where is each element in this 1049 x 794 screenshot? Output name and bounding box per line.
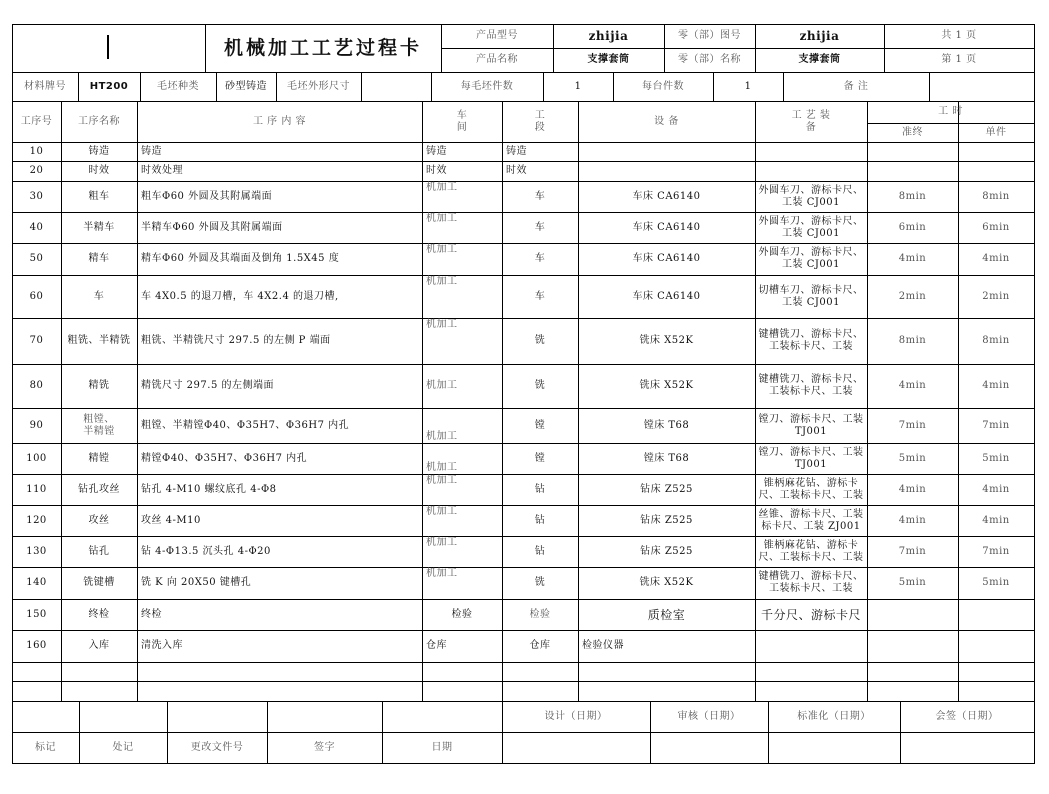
remark-label: 备 注 bbox=[843, 80, 869, 92]
row-op-name: 入库 bbox=[88, 640, 110, 651]
row-unit-time: 5min bbox=[982, 577, 1010, 588]
row-op-name: 钻孔攻丝 bbox=[78, 483, 120, 495]
row-op-no: 160 bbox=[26, 640, 47, 651]
part-name-label: 零（部）名称 bbox=[678, 54, 741, 65]
sign-date-label: 会签（日期） bbox=[935, 710, 999, 722]
row-op-content: 车 4X0.5 的退刀槽，车 4X2.4 的退刀槽, bbox=[141, 290, 339, 302]
row-op-name: 精铣 bbox=[88, 380, 110, 391]
row-unit-time: 5min bbox=[982, 452, 1010, 464]
row-op-content: 钻 4-Φ13.5 沉头孔 4-Φ20 bbox=[141, 545, 271, 557]
row-op-no: 20 bbox=[29, 165, 44, 176]
row-op-content: 粗车Φ60 外圆及其附属端面 bbox=[141, 190, 273, 202]
row-tooling: 锥柄麻花钻、游标卡 尺、工装标卡尺、工装 bbox=[758, 477, 864, 501]
row-op-name: 粗镗、 半精镗 bbox=[83, 413, 115, 437]
row-section: 铣 bbox=[534, 335, 546, 346]
row-tooling: 切槽车刀、游标卡尺、 工装 CJ001 bbox=[758, 284, 864, 308]
row-unit-time bbox=[958, 142, 1034, 161]
row-equipment: 车床 CA6140 bbox=[632, 253, 701, 264]
row-tooling bbox=[755, 630, 867, 662]
row-op-name: 精镗 bbox=[88, 452, 110, 464]
row-prep-time: 4min bbox=[898, 514, 927, 526]
row-op-content: 攻丝 4-M10 bbox=[141, 514, 201, 526]
row-unit-time: 4min bbox=[982, 253, 1010, 264]
row-op-name: 铸造 bbox=[88, 145, 110, 157]
rule-v bbox=[1034, 24, 1035, 73]
row-op-no: 130 bbox=[26, 545, 47, 557]
row-equipment: 镗床 T68 bbox=[643, 419, 690, 431]
row-op-content: 精车Φ60 外圆及其端面及倒角 1.5X45 度 bbox=[141, 253, 340, 264]
row-prep-time: 5min bbox=[898, 577, 927, 588]
row-op-content: 精铣尺寸 297.5 的左侧端面 bbox=[141, 380, 274, 391]
row-op-name: 粗铣、半精铣 bbox=[67, 335, 131, 346]
row-prep-time: 2min bbox=[898, 290, 927, 302]
row-workshop: 机加工 bbox=[426, 475, 458, 486]
row-workshop: 机加工 bbox=[426, 319, 458, 330]
row-section: 镗 bbox=[534, 419, 546, 431]
col-op-no: 工序号 bbox=[20, 115, 53, 127]
product-model-value: zhijia bbox=[588, 29, 629, 43]
row-op-no: 60 bbox=[29, 290, 44, 302]
row-prep-time: 8min bbox=[898, 335, 927, 346]
row-op-no: 110 bbox=[26, 483, 47, 495]
row-workshop: 机加工 bbox=[426, 182, 458, 193]
date-label: 日期 bbox=[431, 741, 453, 753]
row-equipment: 车床 CA6140 bbox=[632, 290, 701, 302]
row-op-name: 时效 bbox=[88, 165, 110, 176]
row-section: 时效 bbox=[506, 165, 527, 176]
row-section: 检验 bbox=[529, 608, 551, 620]
blank-type-value: 砂型铸造 bbox=[225, 80, 267, 92]
row-unit-time: 4min bbox=[982, 380, 1010, 391]
row-prep-time bbox=[867, 161, 958, 181]
product-name-label: 产品名称 bbox=[476, 54, 518, 65]
row-unit-time: 8min bbox=[982, 190, 1010, 202]
total-pages: 共 1 页 bbox=[941, 30, 977, 41]
row-prep-time: 7min bbox=[898, 419, 927, 431]
row-prep-time: 4min bbox=[898, 483, 927, 495]
row-prep-time: 7min bbox=[898, 545, 927, 557]
change-doc-label: 更改文件号 bbox=[190, 741, 244, 753]
row-prep-time bbox=[867, 599, 958, 630]
row-workshop: 机加工 bbox=[426, 568, 458, 579]
row-op-no: 150 bbox=[26, 608, 47, 620]
row-section: 铸造 bbox=[506, 145, 527, 157]
blank-size-value bbox=[361, 72, 431, 101]
row-op-content: 粗镗、半精镗Φ40、Φ35H7、Φ36H7 内孔 bbox=[141, 419, 350, 431]
col-equipment: 设 备 bbox=[654, 115, 679, 127]
material-value: HT200 bbox=[89, 80, 129, 92]
signature-label: 签字 bbox=[314, 741, 335, 753]
row-tooling: 丝锥、游标卡尺、工装 标卡尺、工装 ZJ001 bbox=[758, 508, 864, 532]
product-name-value: 支撑套筒 bbox=[587, 54, 630, 65]
row-op-content: 粗铣、半精铣尺寸 297.5 的左侧 P 端面 bbox=[141, 335, 331, 346]
row-op-name: 半精车 bbox=[83, 221, 115, 233]
row-op-name: 车 bbox=[93, 290, 105, 302]
row-op-name: 终检 bbox=[88, 608, 110, 620]
row-op-no: 80 bbox=[29, 380, 44, 391]
row-op-no: 100 bbox=[26, 452, 47, 464]
row-workshop: 时效 bbox=[426, 165, 447, 176]
standard-date-label: 标准化（日期） bbox=[797, 710, 871, 722]
row-section: 仓库 bbox=[529, 640, 551, 651]
col-prep: 准终 bbox=[902, 126, 923, 138]
per-unit-label: 每台件数 bbox=[642, 80, 684, 92]
row-prep-time: 8min bbox=[898, 190, 927, 202]
row-equipment: 钻床 Z525 bbox=[640, 483, 693, 495]
row-workshop: 机加工 bbox=[426, 462, 458, 473]
row-section: 车 bbox=[534, 290, 546, 302]
place-label: 处记 bbox=[112, 741, 134, 753]
row-op-content: 精镗Φ40、Φ35H7、Φ36H7 内孔 bbox=[141, 452, 308, 464]
row-workshop: 铸造 bbox=[426, 145, 447, 157]
text-cursor bbox=[107, 35, 109, 59]
row-workshop: 检验 bbox=[451, 608, 473, 620]
row-section: 钻 bbox=[534, 545, 546, 557]
row-prep-time: 4min bbox=[898, 253, 927, 264]
row-prep-time: 6min bbox=[898, 221, 927, 233]
row-equipment: 铣床 X52K bbox=[639, 335, 694, 346]
row-equipment: 铣床 X52K bbox=[639, 577, 694, 588]
row-op-no: 140 bbox=[26, 577, 47, 588]
review-date-label: 审核（日期） bbox=[677, 710, 741, 722]
per-blank-value: 1 bbox=[574, 80, 582, 92]
row-op-no: 50 bbox=[29, 253, 44, 264]
row-op-content: 铣 K 向 20X50 键槽孔 bbox=[141, 577, 252, 588]
row-op-content: 终检 bbox=[141, 608, 162, 620]
row-workshop: 机加工 bbox=[426, 431, 458, 442]
row-workshop: 机加工 bbox=[426, 276, 458, 287]
row-equipment: 镗床 T68 bbox=[643, 452, 690, 464]
blank-size-label: 毛坯外形尺寸 bbox=[287, 80, 350, 92]
blank-type-label: 毛坯种类 bbox=[157, 80, 199, 92]
rule-v bbox=[1034, 701, 1035, 764]
row-tooling: 镗刀、游标卡尺、工装 TJ001 bbox=[758, 446, 864, 470]
design-date-label: 设计（日期） bbox=[544, 710, 608, 722]
row-equipment: 车床 CA6140 bbox=[632, 221, 701, 233]
row-workshop: 机加工 bbox=[426, 380, 458, 391]
row-prep-time bbox=[867, 630, 958, 662]
rule-h bbox=[12, 662, 1035, 663]
row-unit-time: 8min bbox=[982, 335, 1010, 346]
row-tooling: 外圆车刀、游标卡尺、 工装 CJ001 bbox=[758, 247, 864, 270]
row-unit-time: 2min bbox=[982, 290, 1010, 302]
row-tooling: 键槽铣刀、游标卡尺、 工装标卡尺、工装 bbox=[758, 329, 864, 352]
material-label: 材料牌号 bbox=[24, 80, 66, 92]
col-section: 工 段 bbox=[534, 109, 546, 133]
row-workshop: 仓库 bbox=[426, 640, 447, 651]
page-number: 第 1 页 bbox=[941, 54, 977, 65]
row-equipment bbox=[578, 142, 755, 161]
row-op-no: 90 bbox=[29, 419, 44, 431]
row-section: 车 bbox=[534, 190, 546, 202]
row-unit-time: 4min bbox=[982, 483, 1010, 495]
row-prep-time: 4min bbox=[898, 380, 927, 391]
per-blank-label: 每毛坯件数 bbox=[460, 80, 514, 92]
part-drawing-value: zhijia bbox=[799, 29, 840, 43]
row-tooling: 键槽铣刀、游标卡尺、 工装标卡尺、工装 bbox=[758, 571, 864, 594]
row-section: 车 bbox=[534, 221, 546, 233]
rule-v bbox=[929, 72, 930, 102]
row-op-no: 40 bbox=[29, 221, 44, 233]
row-tooling bbox=[755, 161, 867, 181]
row-tooling: 千分尺、游标卡尺 bbox=[760, 607, 861, 622]
row-section: 车 bbox=[534, 253, 546, 264]
rule-v bbox=[12, 24, 13, 73]
col-unit: 单件 bbox=[985, 126, 1007, 138]
row-op-name: 钻孔 bbox=[88, 545, 110, 557]
part-name-value: 支撑套筒 bbox=[798, 54, 841, 65]
row-workshop: 机加工 bbox=[426, 213, 458, 224]
row-op-content: 时效处理 bbox=[141, 165, 183, 176]
row-op-no: 70 bbox=[29, 335, 44, 346]
part-drawing-label: 零（部）图号 bbox=[678, 30, 741, 41]
row-section: 钻 bbox=[534, 514, 546, 526]
row-tooling: 镗刀、游标卡尺、工装 TJ001 bbox=[758, 413, 864, 437]
row-tooling: 键槽铣刀、游标卡尺、 工装标卡尺、工装 bbox=[758, 374, 864, 397]
row-op-content: 清洗入库 bbox=[141, 640, 183, 651]
col-hours: 工 时 bbox=[938, 106, 963, 117]
row-equipment: 铣床 X52K bbox=[639, 380, 694, 391]
per-unit-value: 1 bbox=[744, 80, 752, 92]
row-equipment: 车床 CA6140 bbox=[632, 190, 701, 202]
rule-h bbox=[12, 763, 1035, 764]
rule-v bbox=[1034, 72, 1035, 102]
rule-h bbox=[12, 681, 1035, 682]
row-tooling: 外圆车刀、游标卡尺、 工装 CJ001 bbox=[758, 215, 864, 239]
row-equipment bbox=[578, 161, 755, 181]
row-tooling: 锥柄麻花钻、游标卡 尺、工装标卡尺、工装 bbox=[758, 539, 864, 563]
row-workshop: 机加工 bbox=[426, 506, 458, 517]
col-tooling: 工 艺 装 备 bbox=[791, 109, 831, 133]
row-op-name: 攻丝 bbox=[88, 514, 110, 526]
row-equipment: 检验仪器 bbox=[582, 640, 624, 651]
row-workshop: 机加工 bbox=[426, 244, 458, 255]
row-workshop: 机加工 bbox=[426, 537, 458, 548]
row-op-content: 半精车Φ60 外圆及其附属端面 bbox=[141, 221, 283, 233]
row-section: 铣 bbox=[534, 380, 546, 391]
row-unit-time bbox=[958, 161, 1034, 181]
mark-label: 标记 bbox=[35, 741, 56, 753]
row-op-name: 粗车 bbox=[88, 190, 110, 202]
row-tooling: 外圆车刀、游标卡尺、 工装 CJ001 bbox=[758, 184, 864, 208]
row-prep-time bbox=[867, 142, 958, 161]
row-unit-time: 6min bbox=[982, 221, 1010, 233]
row-op-no: 30 bbox=[29, 190, 44, 202]
product-model-label: 产品型号 bbox=[476, 30, 518, 41]
row-equipment: 质检室 bbox=[647, 607, 686, 622]
row-equipment: 钻床 Z525 bbox=[640, 545, 693, 557]
col-workshop: 车 间 bbox=[456, 109, 468, 133]
row-section: 铣 bbox=[534, 577, 546, 588]
row-unit-time bbox=[958, 630, 1034, 662]
row-section: 钻 bbox=[534, 483, 546, 495]
row-section: 镗 bbox=[534, 452, 546, 464]
row-op-no: 10 bbox=[29, 145, 44, 157]
row-unit-time: 4min bbox=[982, 514, 1010, 526]
row-op-content: 铸造 bbox=[141, 145, 162, 157]
rule-v bbox=[1034, 101, 1035, 702]
col-op-name: 工序名称 bbox=[78, 115, 120, 127]
row-unit-time: 7min bbox=[982, 545, 1010, 557]
row-equipment: 钻床 Z525 bbox=[640, 514, 693, 526]
row-op-no: 120 bbox=[26, 514, 47, 526]
col-op-content: 工 序 内 容 bbox=[252, 115, 307, 127]
row-prep-time: 5min bbox=[898, 452, 927, 464]
row-unit-time bbox=[958, 599, 1034, 630]
row-op-name: 精车 bbox=[88, 253, 110, 264]
row-op-content: 钻孔 4-M10 螺纹底孔 4-Φ8 bbox=[141, 483, 277, 495]
row-op-name: 铣键槽 bbox=[83, 577, 115, 588]
page-title: 机械加工工艺过程卡 bbox=[223, 37, 422, 59]
row-unit-time: 7min bbox=[982, 419, 1010, 431]
row-tooling bbox=[755, 142, 867, 161]
